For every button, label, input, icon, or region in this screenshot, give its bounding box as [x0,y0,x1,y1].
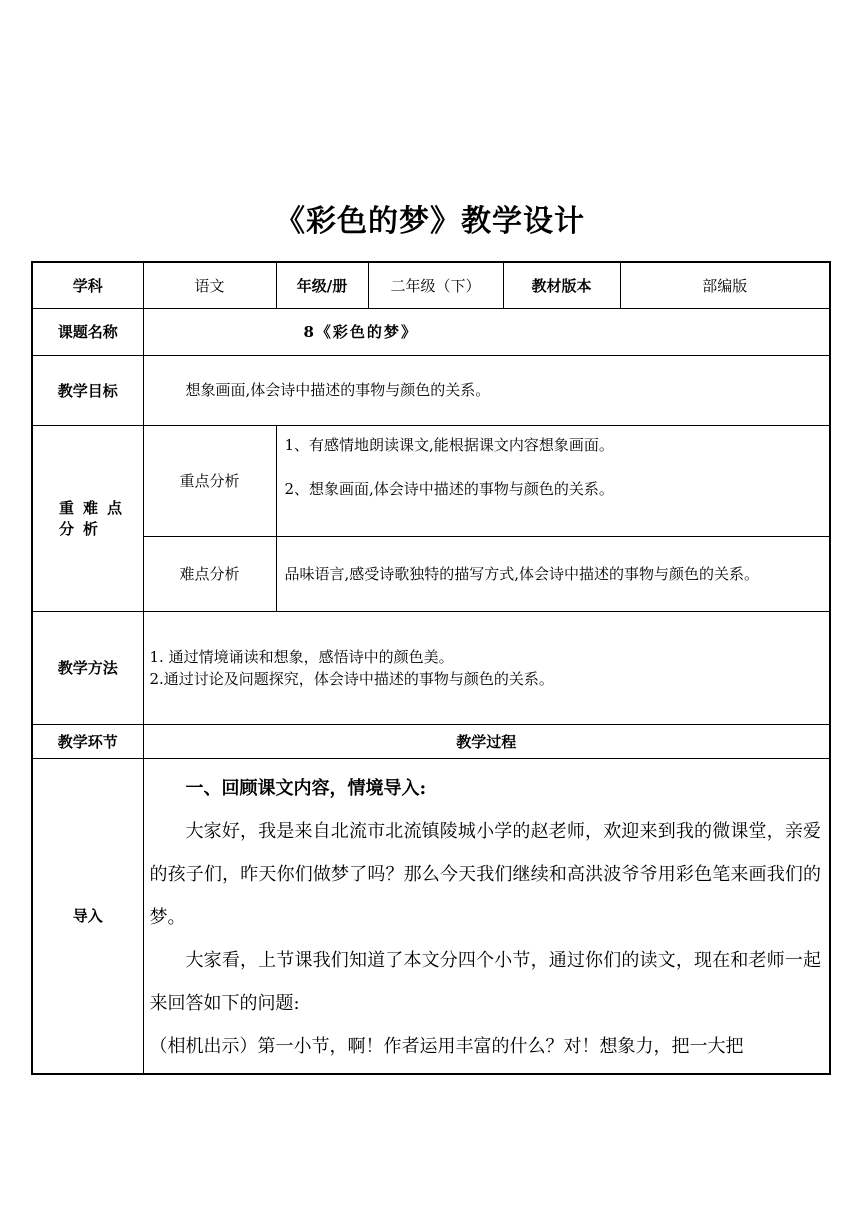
stage-header: 教学环节 [32,724,143,758]
grade-value: 二年级（下） [368,262,503,308]
key-analysis-label: 重点分析 [143,425,276,536]
key-item-2: 2、想象画面,体会诗中描述的事物与颜色的关系。 [284,479,614,498]
method-item-1: 1. 通过情境诵读和想象，感悟诗中的颜色美。 [149,647,454,666]
method-row [32,611,830,724]
lesson-label: 课题名称 [32,308,143,355]
analysis-label-text: 重难点分析 [59,499,132,538]
process-header-row [32,724,830,758]
edition-value: 部编版 [620,262,830,308]
lesson-plan-table [31,261,831,1075]
info-row [32,262,830,308]
difficulty-row [32,536,830,611]
lesson-name: 8《彩色的梦》 [143,308,830,355]
intro-label: 导入 [32,758,143,1074]
page-title: 《彩色的梦》教学设计 [275,204,585,239]
intro-row [32,758,830,1074]
method-content [143,611,830,724]
intro-paragraph-2: 大家看，上节课我们知道了本文分四个小节，通过你们的读文，现在和老师一起来回答如下的问题: [149,949,821,1014]
key-analysis-content [276,425,830,536]
method-label: 教学方法 [32,611,143,724]
subject-label: 学科 [32,262,143,308]
key-analysis-row [32,425,830,536]
subject-value: 语文 [143,262,276,308]
lesson-row [32,308,830,355]
analysis-label [32,425,143,611]
intro-heading: 一、回顾课文内容，情境导入: [185,777,427,799]
objective-row [32,355,830,425]
edition-label: 教材版本 [503,262,620,308]
grade-label: 年级/册 [276,262,368,308]
key-item-1: 1、有感情地朗读课文,能根据课文内容想象画面。 [284,435,614,454]
intro-paragraph-1: 大家好，我是来自北流市北流镇陵城小学的赵老师，欢迎来到我的微课堂，亲爱的孩子们，昨天你们做梦了吗？那么今天我们继续和高洪波爷爷用彩色笔来画我们的梦。 [149,820,821,928]
objective-label: 教学目标 [32,355,143,425]
intro-process [143,758,830,1074]
difficulty-value: 品味语言,感受诗歌独特的描写方式,体会诗中描述的事物与颜色的关系。 [276,536,830,611]
method-item-2: 2.通过讨论及问题探究，体会诗中描述的事物与颜色的关系。 [149,669,554,688]
difficulty-label: 难点分析 [143,536,276,611]
process-header: 教学过程 [143,724,830,758]
intro-paragraph-3: （相机出示）第一小节，啊！作者运用丰富的什么？对！想象力，把一大把 [149,1035,744,1057]
objective-value: 想象画面,体会诗中描述的事物与颜色的关系。 [143,355,830,425]
